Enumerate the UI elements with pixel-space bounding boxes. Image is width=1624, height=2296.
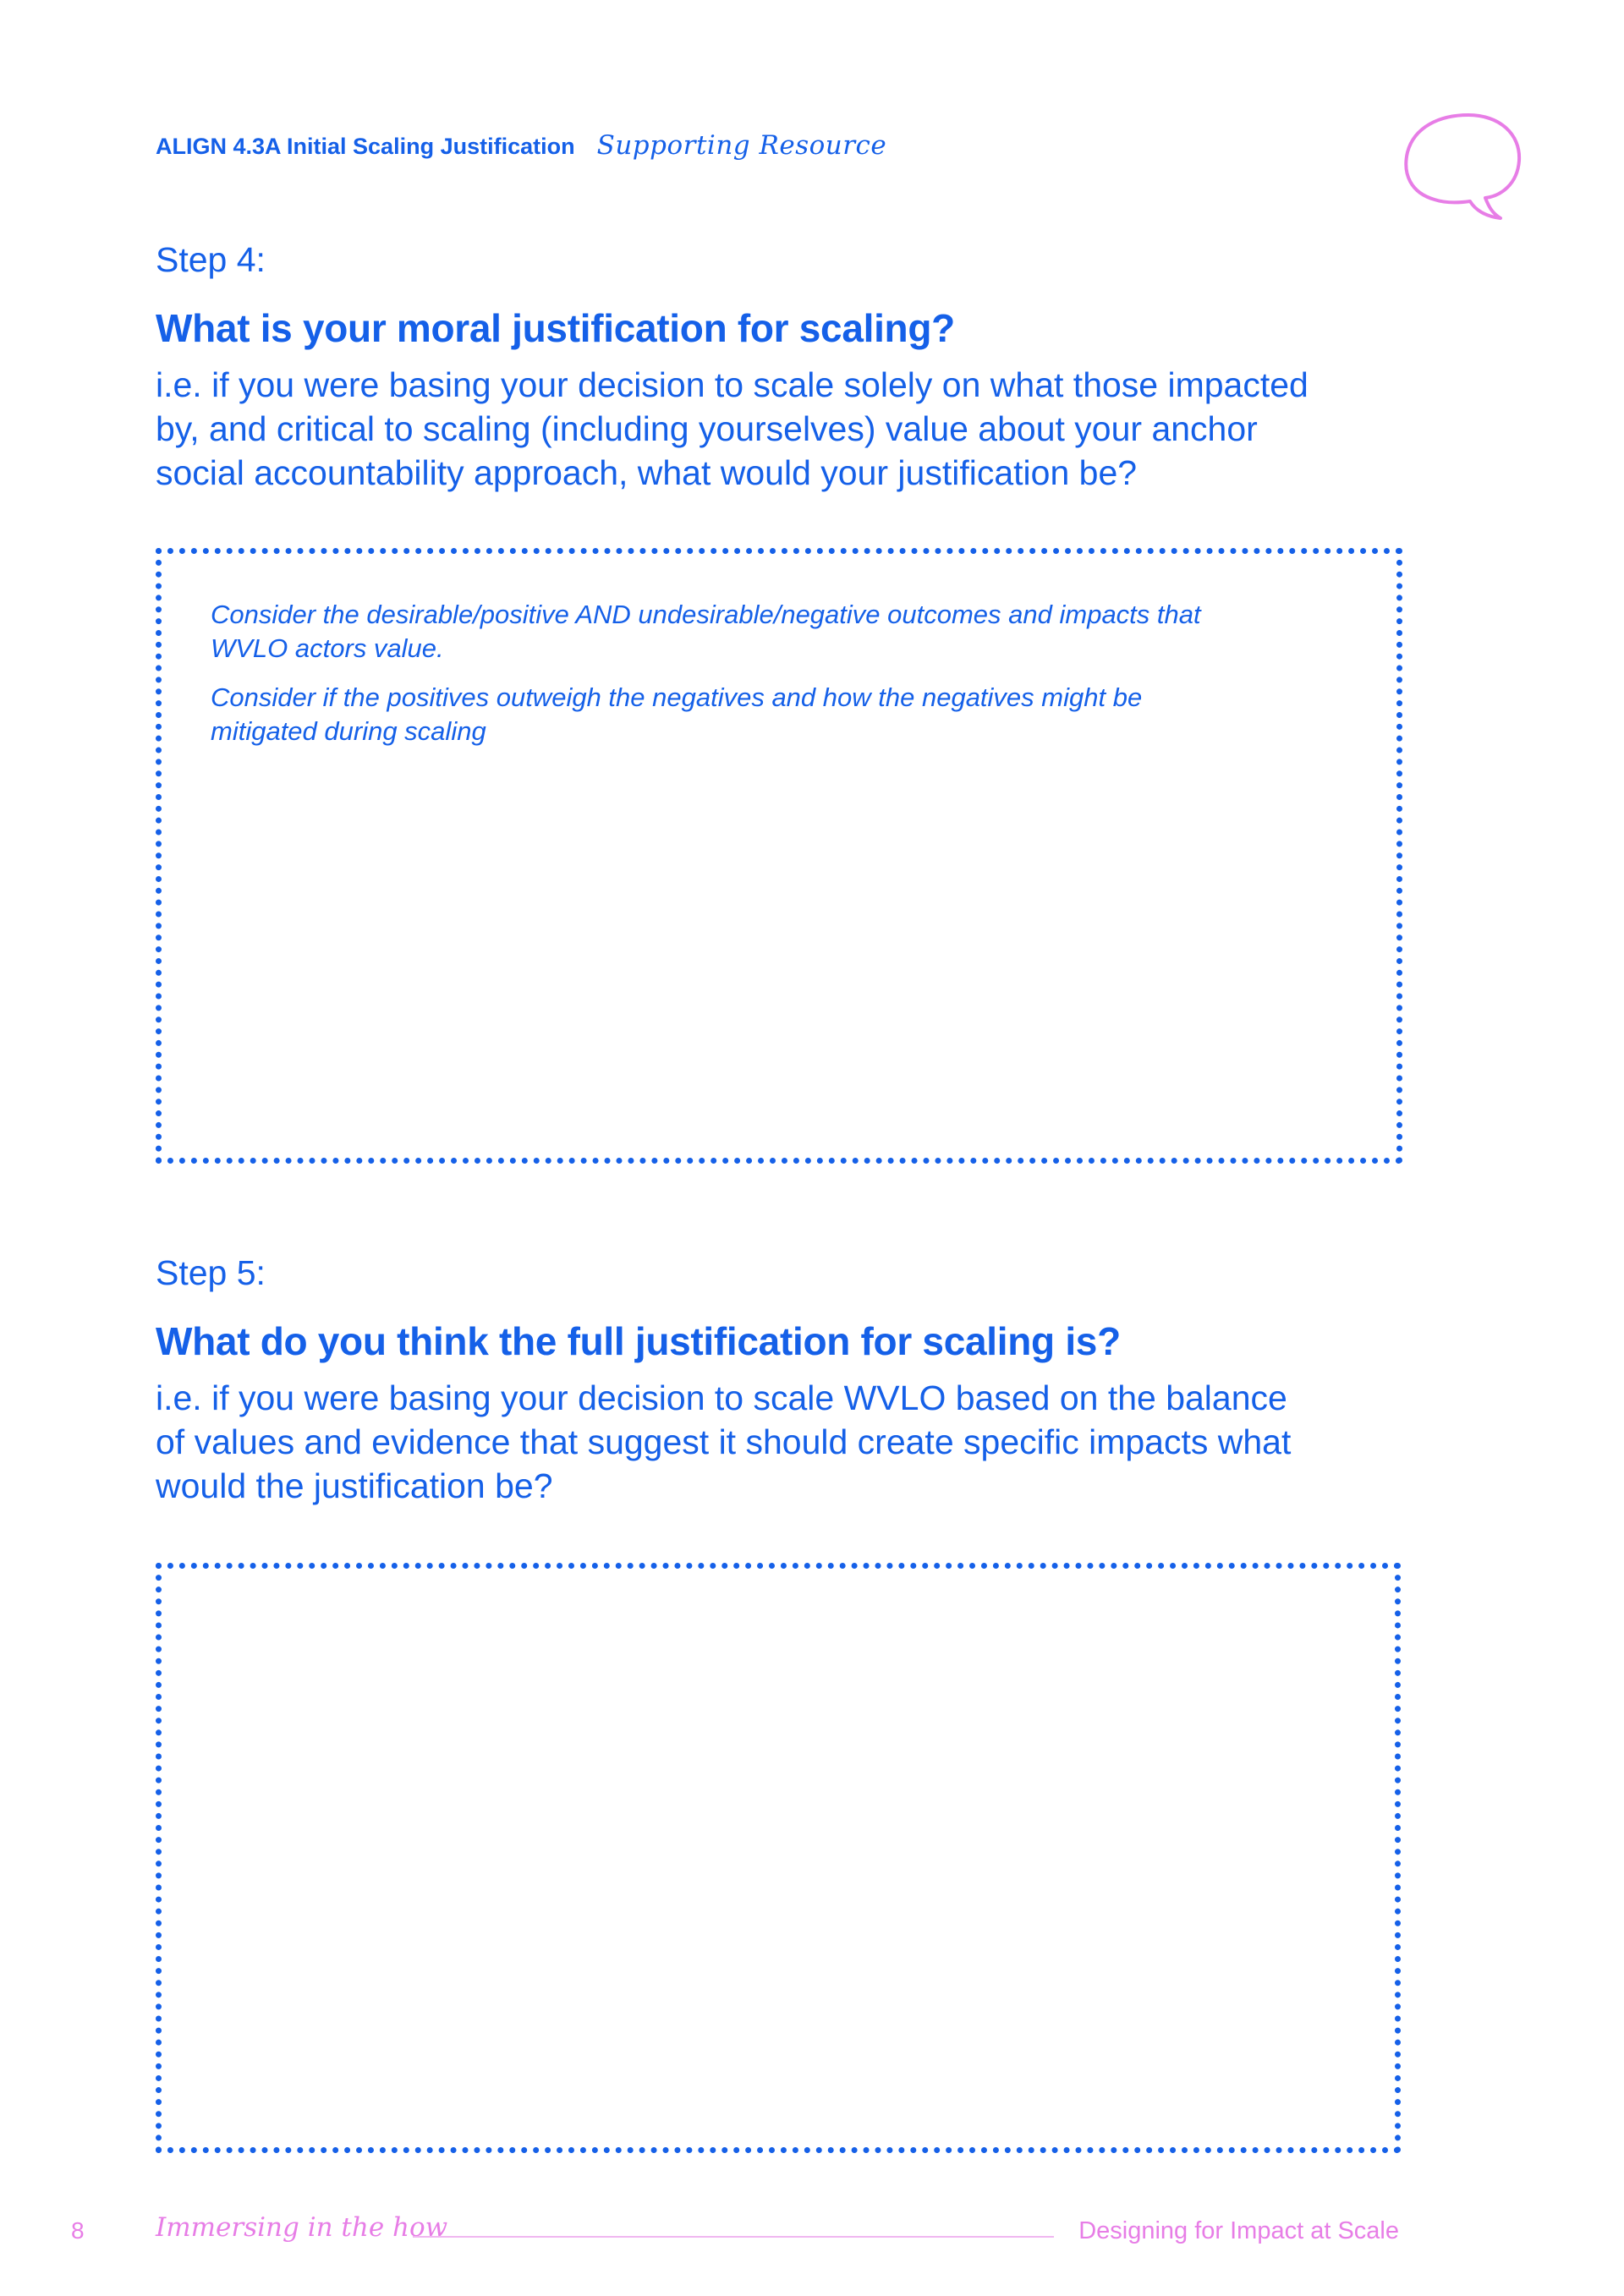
step-5-description: i.e. if you were basing your decision to scale WVLO based on the balance of values and evidence that suggest it should create specific impacts what would the justification be?: [156, 1378, 1292, 1505]
resource-tag: Supporting Resource: [596, 130, 887, 161]
speech-bubble-icon: [1401, 108, 1526, 222]
page-header: [156, 130, 886, 161]
step-5-title: What do you think the full justification for scaling is?: [156, 1319, 1121, 1363]
document-code: ALIGN 4.3A Initial Scaling Justification: [156, 134, 575, 159]
step-4-hints: [211, 598, 1361, 764]
step-4-section: [156, 240, 1441, 495]
hint-text: Consider if the positives outweigh the negatives and how the negatives might be mitigated during scaling: [211, 682, 1143, 746]
page-footer: [0, 2207, 1624, 2258]
step-5-answer-box[interactable]: [156, 1563, 1401, 2153]
footer-divider: [413, 2236, 1054, 2238]
hint-text: Consider the desirable/positive AND undesirable/negative outcomes and impacts that WVLO actors value.: [211, 600, 1201, 663]
step-5-section: [156, 1253, 1441, 1508]
publication-title: Designing for Impact at Scale: [1078, 2217, 1399, 2244]
step-4-label: Step 4:: [156, 240, 266, 279]
step-4-title: What is your moral justification for scaling?: [156, 306, 955, 350]
step-4-description: i.e. if you were basing your decision to scale solely on what those impacted by, and critical to scaling (including yourselves) value about your anchor social accountability approach, what would your justification be?: [156, 365, 1309, 492]
step-5-label: Step 5:: [156, 1253, 266, 1292]
step-4-answer-box[interactable]: [156, 548, 1402, 1164]
page-number: 8: [71, 2217, 85, 2244]
section-name: Immersing in the how: [156, 2212, 448, 2243]
